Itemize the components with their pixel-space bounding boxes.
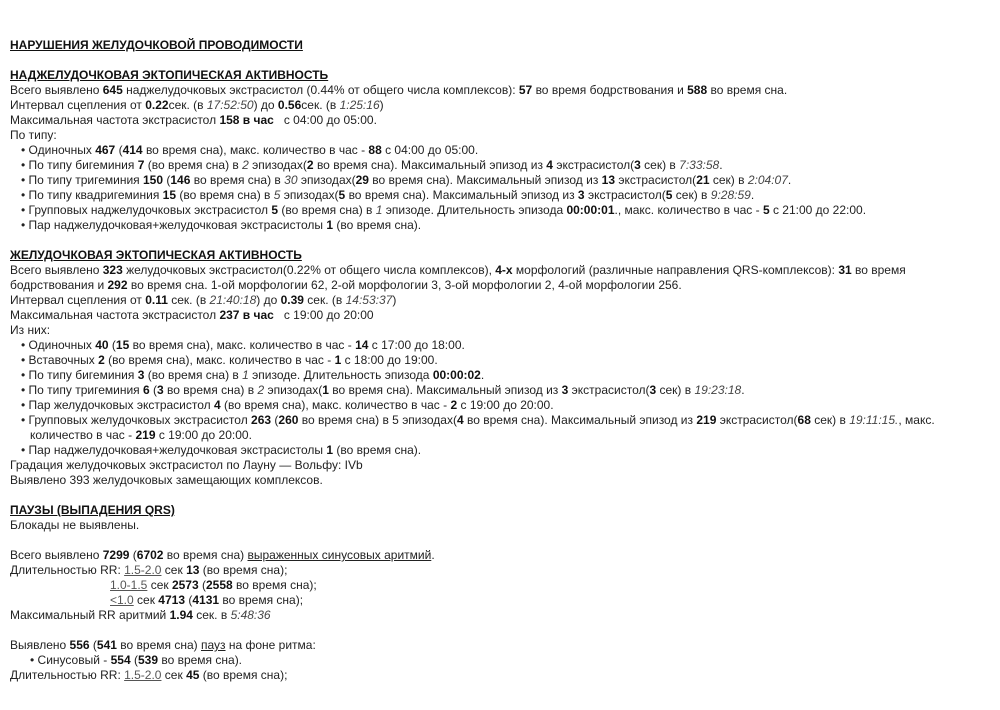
text-segment: Всего выявлено [10, 548, 103, 562]
text-segment: (во время сна), макс. количество в час - [220, 398, 451, 412]
value-bold: 2 [450, 398, 458, 412]
value-bold: 1.94 [169, 608, 193, 622]
timestamp: 5:48:36 [230, 608, 271, 622]
underlined-term: 1.5-2.0 [124, 563, 162, 577]
timestamp: 2:04:07 [747, 173, 788, 187]
value-bold: 292 [107, 278, 128, 292]
list-item [10, 353, 988, 368]
list-item [10, 368, 988, 383]
text-segment: ЖЕЛУДОЧКОВАЯ ЭКТОПИЧЕСКАЯ АКТИВНОСТЬ [10, 248, 302, 262]
report-line [10, 548, 988, 563]
value-bold: 4131 [192, 593, 220, 607]
report-line [10, 98, 988, 113]
text-segment: По типу бигеминия [28, 158, 138, 172]
value-bold: 2 [306, 158, 314, 172]
timestamp: 21:40:18 [209, 293, 257, 307]
underlined-term: 1.5-2.0 [124, 668, 162, 682]
text-segment: во время сна). Максимальный эпизод из [368, 173, 602, 187]
text-segment: Пар желудочковых экстрасистол [28, 398, 214, 412]
text-segment: во время сна) в [190, 173, 285, 187]
blank-line [10, 533, 988, 548]
text-segment: (во время сна). [333, 218, 422, 232]
timestamp: 9:28:59 [710, 188, 751, 202]
section-heading [10, 68, 988, 83]
text-segment: во время сна). Максимальный эпизод из [463, 413, 697, 427]
timestamp: 2 [257, 383, 265, 397]
text-segment: По типу тригеминия [28, 173, 143, 187]
list-item [10, 188, 988, 203]
bullet-icon: • [21, 188, 26, 202]
text-segment: желудочковых экстрасистол(0.22% от общего числа комплексов), [122, 263, 496, 277]
text-segment: во время сна. 1-ой морфологии 62, 2-ой морфологии 3, 3-ой морфологии 2, 4-ой морфологии 256. [127, 278, 682, 292]
text-segment: эпизодах( [280, 188, 339, 202]
value-bold: 3 [577, 188, 585, 202]
text-segment: сек) в [709, 173, 748, 187]
text-segment: ( [185, 593, 193, 607]
value-bold: 5 [665, 188, 673, 202]
value-bold: 4-х [495, 263, 513, 277]
value-bold: 5 [762, 203, 770, 217]
report-line [10, 128, 988, 143]
report-line [10, 83, 988, 98]
text-segment: во время сна). Максимальный эпизод из [345, 188, 578, 202]
text-segment: сек [161, 668, 187, 682]
text-segment: сек [133, 593, 159, 607]
bullet-icon: • [21, 398, 26, 412]
value-bold: 5 [338, 188, 346, 202]
text-segment: эпизодах( [264, 383, 323, 397]
value-bold: 1 [334, 353, 342, 367]
value-bold: 2558 [206, 578, 233, 592]
text-segment: во время сна. [707, 83, 788, 97]
value-bold: 4 [456, 413, 464, 427]
bullet-icon: • [21, 383, 26, 397]
value-bold: 13 [601, 173, 616, 187]
text-segment: с 04:00 до 05:00. [381, 143, 479, 157]
text-segment: По типу тригеминия [28, 383, 143, 397]
text-segment: эпизоде. Длительность эпизода [382, 203, 567, 217]
text-segment: экстрасистол( [615, 173, 697, 187]
text-segment: эпизоде. Длительность эпизода [248, 368, 433, 382]
text-segment: Пар наджелудочковая+желудочковая экстрасистолы [28, 218, 327, 232]
text-segment: сек [161, 563, 187, 577]
bullet-icon: • [30, 653, 35, 667]
text-segment: ( [130, 653, 138, 667]
text-segment: на фоне ритма: [225, 638, 316, 652]
value-bold: 88 [368, 143, 382, 157]
text-segment: Одиночных [28, 143, 96, 157]
text-segment: (во время сна); [199, 563, 288, 577]
text-segment: с 17:00 до 18:00. [368, 338, 465, 352]
list-item [10, 443, 988, 458]
timestamp: 19:11:15. [849, 413, 899, 427]
holter-report-document [10, 38, 988, 683]
value-bold: 323 [102, 263, 123, 277]
text-segment: (во время сна), макс. количество в час - [104, 353, 335, 367]
indented-line [10, 578, 988, 593]
text-segment: экстрасистол( [568, 383, 650, 397]
text-segment: Всего выявлено [10, 263, 103, 277]
value-bold: 6 [143, 383, 150, 397]
text-segment: Групповых наджелудочковых экстрасистол [28, 203, 272, 217]
text-segment: сек) в [672, 188, 711, 202]
text-segment: ) до [256, 293, 281, 307]
text-segment: Интервал сцепления от [10, 98, 146, 112]
text-segment: морфологий (различные направления QRS-комплексов): [512, 263, 839, 277]
value-bold: 40 [95, 338, 109, 352]
bullet-icon: • [21, 143, 26, 157]
text-segment: Из них: [10, 323, 51, 337]
value-bold: 00:00:02 [432, 368, 481, 382]
value-bold: 7 [137, 158, 145, 172]
text-segment: во время бодрствования и [532, 83, 688, 97]
text-segment: Вставочных [28, 353, 99, 367]
value-bold: 237 в час [219, 308, 274, 322]
text-segment: ( [129, 548, 137, 562]
value-bold: 0.22 [145, 98, 169, 112]
text-segment: с 19:00 до 20:00. [155, 428, 252, 442]
text-segment: сек. (в [167, 293, 210, 307]
text-segment: ., макс. количество в час - [614, 203, 763, 217]
blank-line [10, 488, 988, 503]
value-bold: 57 [518, 83, 533, 97]
timestamp: 7:33:58 [679, 158, 720, 172]
bullet-icon: • [21, 158, 26, 172]
value-bold: 588 [687, 83, 708, 97]
text-segment: Выявлено [10, 638, 70, 652]
value-bold: 0.11 [145, 293, 168, 307]
list-item [10, 383, 988, 398]
report-line [10, 518, 988, 533]
text-segment: сек) в [656, 383, 695, 397]
text-segment: . [431, 548, 435, 562]
text-segment: Длительностью RR: [10, 668, 125, 682]
text-segment: Длительностью RR: [10, 563, 125, 577]
text-segment: Групповых желудочковых экстрасистол [28, 413, 252, 427]
text-segment: ( [149, 383, 158, 397]
value-bold: 539 [137, 653, 158, 667]
value-bold: 29 [355, 173, 369, 187]
text-segment: Пар наджелудочковая+желудочковая экстрасистолы [28, 443, 327, 457]
bullet-icon: • [21, 353, 26, 367]
value-bold: 5 [271, 203, 279, 217]
blank-line [10, 233, 988, 248]
text-segment: ( [198, 578, 206, 592]
text-segment: во время сна), макс. количество в час - [142, 143, 369, 157]
text-segment: НАДЖЕЛУДОЧКОВАЯ ЭКТОПИЧЕСКАЯ АКТИВНОСТЬ [10, 68, 329, 82]
value-bold: 645 [102, 83, 123, 97]
value-bold: 146 [170, 173, 191, 187]
list-item [10, 203, 988, 218]
value-bold: 15 [115, 338, 130, 352]
text-segment: (во время сна) в [176, 188, 274, 202]
text-segment: ( [163, 173, 171, 187]
text-segment: ) [392, 293, 397, 307]
list-item [10, 143, 988, 158]
text-segment: Всего выявлено [10, 83, 103, 97]
report-line [10, 638, 988, 653]
text-segment: ( [89, 638, 97, 652]
text-segment: во время сна), макс. количество в час - [129, 338, 356, 352]
text-segment: По типу квадригеминия [28, 188, 163, 202]
text-segment: с 21:00 до 22:00. [769, 203, 867, 217]
text-segment: (во время сна). [333, 443, 422, 457]
text-segment: экстрасистол( [584, 188, 666, 202]
value-bold: 4713 [158, 593, 185, 607]
text-segment: . [480, 368, 485, 382]
value-bold: 1 [326, 218, 334, 232]
value-bold: 3 [634, 158, 641, 172]
value-bold: 1 [326, 443, 334, 457]
value-bold: 3 [561, 383, 569, 397]
value-bold: 219 [696, 413, 717, 427]
value-bold: 4 [546, 158, 553, 172]
value-bold: 4 [213, 398, 221, 412]
report-line [10, 608, 988, 623]
text-segment: с 04:00 до 05:00. [273, 113, 377, 127]
timestamp: 17:52:50 [206, 98, 254, 112]
text-segment: с 19:00 до 20:00 [273, 308, 374, 322]
text-segment: сек) в [810, 413, 850, 427]
report-line [10, 113, 988, 128]
text-segment: во время сна). Максимальный эпизод из [313, 158, 547, 172]
timestamp: 19:23:18 [694, 383, 742, 397]
blank-line [10, 623, 988, 638]
value-bold: 2573 [171, 578, 199, 592]
blank-line [10, 53, 988, 68]
text-segment: сек [147, 578, 172, 592]
text-segment: с 19:00 до 20:00. [457, 398, 554, 412]
value-bold: 3 [649, 383, 657, 397]
text-segment: По типу бигеминия [28, 368, 138, 382]
underlined-term: выраженных синусовых аритмий [247, 548, 432, 562]
value-bold: 0.56 [277, 98, 302, 112]
text-segment: Максимальная частота экстрасистол [10, 113, 220, 127]
text-segment: эпизодах( [297, 173, 356, 187]
timestamp: 30 [284, 173, 298, 187]
value-bold: 263 [251, 413, 272, 427]
text-segment: Выявлено 393 желудочковых замещающих комплексов. [10, 473, 323, 487]
list-item [10, 173, 988, 188]
report-line [10, 473, 988, 488]
bullet-icon: • [21, 413, 26, 427]
text-segment: (во время сна) в [144, 368, 243, 382]
bullet-icon: • [21, 368, 26, 382]
text-segment: Одиночных [28, 338, 96, 352]
text-segment: эпизодах( [248, 158, 307, 172]
list-item [10, 218, 988, 233]
value-bold: 1 [322, 383, 329, 397]
text-segment: во время сна) в 5 эпизодах( [298, 413, 457, 427]
list-item [10, 158, 988, 173]
text-segment: ПАУЗЫ (ВЫПАДЕНИЯ QRS) [10, 503, 175, 517]
text-segment: во время бодрствования и [10, 263, 910, 292]
value-bold: 00:00:01 [566, 203, 615, 217]
report-line [10, 458, 988, 473]
report-line [10, 308, 988, 323]
value-bold: 15 [162, 188, 177, 202]
bullet-icon: • [21, 203, 26, 217]
text-segment: ) до [253, 98, 278, 112]
text-segment: ) [379, 98, 384, 112]
value-bold: 45 [186, 668, 200, 682]
text-segment: Блокады не выявлены. [10, 518, 140, 532]
text-segment: Градация желудочковых экстрасистол по Лауну — Вольфу: IVb [10, 458, 363, 472]
text-segment: во время сна). [158, 653, 243, 667]
text-segment: НАРУШЕНИЯ ЖЕЛУДОЧКОВОЙ ПРОВОДИМОСТИ [10, 38, 303, 52]
timestamp: 1:25:16 [339, 98, 380, 112]
text-segment: во время сна) [116, 638, 201, 652]
text-segment: ( [271, 413, 279, 427]
text-segment: во время сна). Максимальный эпизод из [328, 383, 562, 397]
section-heading [10, 38, 988, 53]
value-bold: 414 [122, 143, 143, 157]
value-bold: 13 [186, 563, 200, 577]
report-line [10, 668, 988, 683]
value-bold: 158 в час [219, 113, 274, 127]
text-segment: сек. (в [168, 98, 207, 112]
text-segment: во время сна) в [163, 383, 258, 397]
text-segment: . [719, 158, 723, 172]
text-segment: с 18:00 до 19:00. [341, 353, 438, 367]
report-line [10, 563, 988, 578]
value-bold: 467 [95, 143, 116, 157]
list-item [10, 413, 988, 443]
value-bold: 14 [355, 338, 369, 352]
report-line [10, 263, 988, 293]
text-segment: Максимальная частота экстрасистол [10, 308, 220, 322]
value-bold: 150 [143, 173, 164, 187]
text-segment: Синусовый - [37, 653, 111, 667]
timestamp: 1 [375, 203, 383, 217]
value-bold: 554 [110, 653, 131, 667]
value-bold: 68 [797, 413, 811, 427]
value-bold: 7299 [102, 548, 130, 562]
report-line [10, 323, 988, 338]
bullet-icon: • [21, 443, 26, 457]
underlined-term: 1.0-1.5 [110, 578, 148, 592]
underlined-term: <1.0 [110, 593, 134, 607]
value-bold: 0.39 [280, 293, 304, 307]
value-bold: 3 [137, 368, 145, 382]
text-segment: . [741, 383, 745, 397]
text-segment: (во время сна) в [144, 158, 243, 172]
text-segment: экстрасистол( [716, 413, 798, 427]
timestamp: 14:53:37 [345, 293, 393, 307]
indented-line [10, 593, 988, 608]
text-segment: ( [115, 143, 123, 157]
value-bold: 31 [838, 263, 852, 277]
text-segment: Интервал сцепления от [10, 293, 146, 307]
text-segment: сек. в [192, 608, 231, 622]
text-segment: (во время сна); [199, 668, 288, 682]
text-segment: сек) в [640, 158, 680, 172]
timestamp: 2 [242, 158, 249, 172]
timestamp: 1 [242, 368, 249, 382]
text-segment: сек. (в [303, 293, 346, 307]
value-bold: 2 [98, 353, 105, 367]
text-segment: сек. (в [301, 98, 340, 112]
text-segment: Максимальный RR аритмий [10, 608, 170, 622]
text-segment: во время сна); [219, 593, 304, 607]
timestamp: 5 [273, 188, 281, 202]
text-segment: наджелудочковых экстрасистол (0.44% от общего числа комплексов): [122, 83, 519, 97]
section-heading [10, 248, 988, 263]
value-bold: 260 [278, 413, 299, 427]
text-segment: По типу: [10, 128, 57, 142]
report-line [10, 293, 988, 308]
bullet-icon: • [21, 173, 26, 187]
bullet-icon: • [21, 218, 26, 232]
value-bold: 219 [135, 428, 156, 442]
text-segment: во время сна); [232, 578, 317, 592]
bullet-icon: • [21, 338, 26, 352]
value-bold: 541 [96, 638, 117, 652]
list-item [10, 398, 988, 413]
list-item [10, 338, 988, 353]
list-item [10, 653, 988, 668]
text-segment: ( [108, 338, 116, 352]
value-bold: 556 [69, 638, 90, 652]
section-heading [10, 503, 988, 518]
value-bold: 21 [696, 173, 710, 187]
underlined-term: пауз [200, 638, 226, 652]
text-segment: (во время сна) в [278, 203, 376, 217]
text-segment: . [750, 188, 755, 202]
value-bold: 3 [157, 383, 164, 397]
text-segment: , макс. количество в час - [30, 413, 939, 442]
text-segment: во время сна) [163, 548, 248, 562]
value-bold: 6702 [136, 548, 164, 562]
text-segment: экстрасистол( [552, 158, 635, 172]
text-segment: . [787, 173, 792, 187]
